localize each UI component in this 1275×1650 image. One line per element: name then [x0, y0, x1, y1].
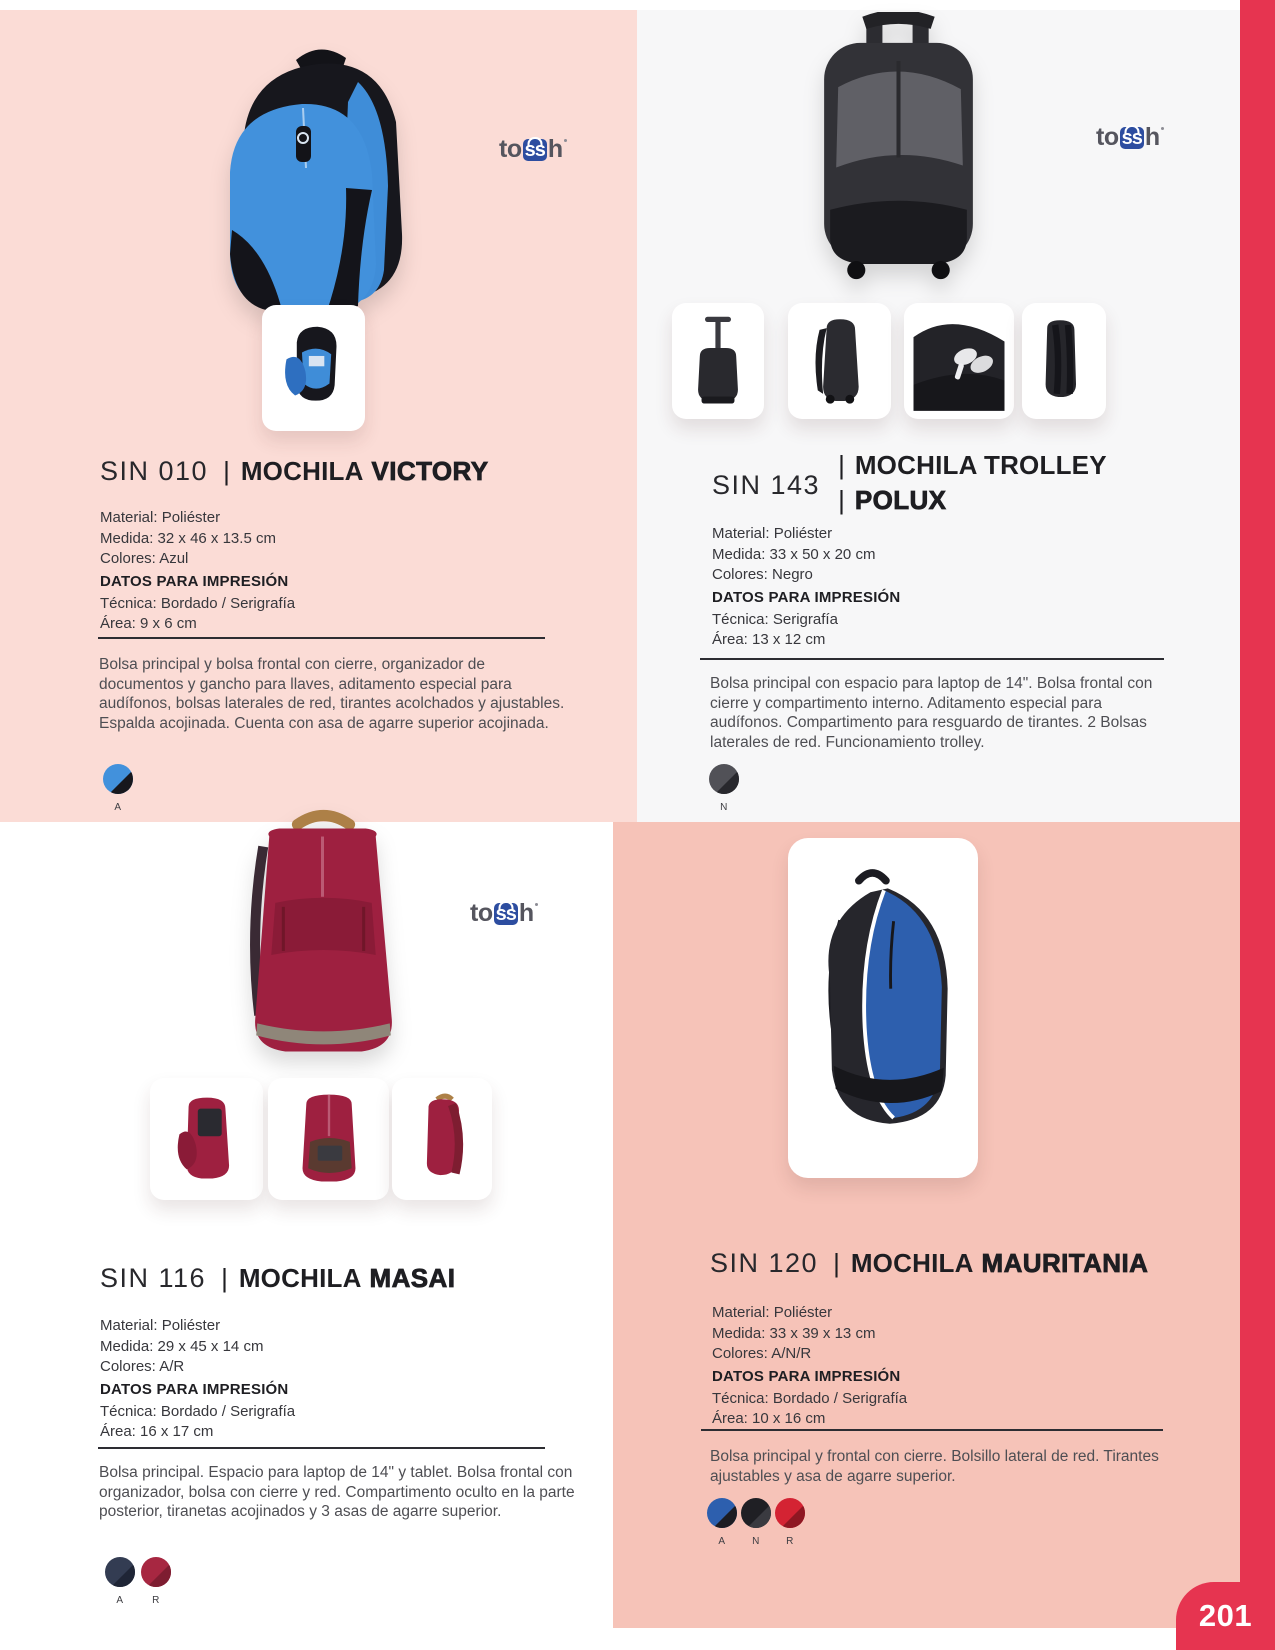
print-data-header: DATOS PARA IMPRESIÓN — [100, 572, 289, 590]
swatch-dot — [103, 764, 133, 794]
swatch-accent — [747, 1504, 771, 1528]
swatch-accent — [109, 770, 133, 794]
spec-tecnica: Técnica: Bordado / Serigrafía — [100, 1402, 296, 1420]
product-heading-masai — [100, 1263, 455, 1294]
thumbnail-photo-masai-pocket — [281, 1087, 377, 1191]
logo-text: h — [547, 135, 563, 163]
thumbnail-photo-earbuds-detail — [909, 309, 1009, 413]
swatch-accent — [111, 1563, 135, 1587]
swatch-letter: A — [114, 802, 122, 813]
spec-colores: Colores: Azul — [100, 550, 189, 567]
product-photo-mauritania — [801, 858, 965, 1158]
print-data-header: DATOS PARA IMPRESIÓN — [100, 1380, 289, 1398]
color-swatch — [773, 1498, 807, 1547]
spec-tecnica: Técnica: Bordado / Serigrafía — [100, 594, 296, 612]
thumbnail-photo-trolley-handle — [679, 311, 757, 411]
spec-colores: Colores: A/R — [100, 1358, 185, 1375]
product-description: Bolsa principal y frontal con cierre. Bolsillo lateral de red. Tirantes ajustables y asa de agarre superior. — [710, 1448, 1159, 1485]
pipe-separator: | — [223, 456, 230, 486]
thumbnail-card — [1022, 303, 1106, 419]
product-specs — [712, 1303, 907, 1430]
product-name: MOCHILA — [238, 1263, 362, 1293]
product-code: SIN 010 — [100, 456, 209, 486]
print-data-header: DATOS PARA IMPRESIÓN — [712, 588, 901, 606]
thumbnail-photo-trolley-straps — [1028, 311, 1100, 411]
spec-medida: Medida: 32 x 46 x 13.5 cm — [100, 529, 276, 547]
logo-text: h — [518, 899, 534, 927]
thumbnail-card — [262, 305, 365, 431]
product-heading-victory — [100, 456, 488, 487]
logo-text: to — [499, 135, 522, 163]
thumbnail-card — [788, 303, 891, 419]
product-name-lines — [838, 450, 1107, 520]
swatch-dot — [105, 1557, 135, 1587]
thumbnail-photo-masai-side — [400, 1087, 484, 1191]
product-name-bold: MAURITANIA — [981, 1248, 1149, 1278]
swatch-dot — [741, 1498, 771, 1528]
spec-area: Área: 13 x 12 cm — [712, 631, 826, 648]
spec-medida: Medida: 33 x 50 x 20 cm — [712, 545, 876, 563]
swatch-dot — [709, 764, 739, 794]
swatch-letter: R — [152, 1595, 160, 1606]
swatch-dot — [775, 1498, 805, 1528]
color-swatch — [707, 764, 741, 813]
trademark-dot-icon — [535, 903, 538, 906]
spec-material: Material: Poliéster — [712, 1304, 833, 1321]
thumbnail-card — [150, 1078, 263, 1200]
spec-colores: Colores: Negro — [712, 566, 813, 583]
pipe-separator: | — [221, 1263, 228, 1293]
spec-tecnica: Técnica: Serigrafía — [712, 610, 838, 628]
swatch-dot — [141, 1557, 171, 1587]
swatch-letter: A — [116, 1595, 124, 1606]
thumbnail-photo-trolley-back — [800, 311, 880, 411]
swatch-accent — [715, 770, 739, 794]
spec-medida: Medida: 33 x 39 x 13 cm — [712, 1324, 876, 1342]
product-photo-masai — [205, 805, 441, 1089]
spec-area: Área: 10 x 16 cm — [712, 1410, 826, 1427]
spec-tecnica: Técnica: Bordado / Serigrafía — [712, 1389, 908, 1407]
logo-badge-text: ss — [524, 139, 545, 161]
swatch-dot — [707, 1498, 737, 1528]
thumbnail-card — [392, 1078, 492, 1200]
logo-text: h — [1144, 123, 1160, 151]
thumbnail-card — [268, 1078, 389, 1200]
spec-material: Material: Poliéster — [100, 509, 221, 526]
swatch-accent — [147, 1563, 171, 1587]
product-photo-trolley-polux — [800, 12, 996, 300]
logo-badge-text: ss — [495, 903, 516, 925]
color-swatch — [739, 1498, 773, 1547]
spec-colores: Colores: A/N/R — [712, 1345, 812, 1362]
color-swatch — [103, 1557, 137, 1606]
color-swatch — [139, 1557, 173, 1606]
logo-badge — [1120, 127, 1144, 149]
tossh-logo — [499, 136, 567, 162]
product-specs — [712, 524, 900, 651]
thumbnail-photo-masai-open — [161, 1087, 253, 1191]
spec-material: Material: Poliéster — [100, 1317, 221, 1334]
pipe-separator: | — [833, 1248, 840, 1278]
thumbnail-photo-victory-open — [271, 315, 357, 421]
spec-area: Área: 16 x 17 cm — [100, 1423, 214, 1440]
product-specs — [100, 508, 295, 635]
product-heading-mauritania — [710, 1248, 1148, 1279]
product-name: MOCHILA TROLLEY — [854, 450, 1107, 480]
product-name: MOCHILA — [850, 1248, 974, 1278]
tossh-logo — [1096, 124, 1164, 150]
logo-badge — [523, 139, 547, 161]
color-swatch — [101, 764, 135, 813]
color-swatch — [705, 1498, 739, 1547]
accent-side-bar — [1240, 0, 1275, 1650]
page-number-badge — [1176, 1582, 1275, 1650]
swatch-letter: N — [720, 802, 728, 813]
divider — [701, 1429, 1163, 1431]
product-code: SIN 120 — [710, 1248, 819, 1278]
tossh-logo — [470, 900, 538, 926]
trademark-dot-icon — [564, 139, 567, 142]
swatch-letter: R — [786, 1536, 794, 1547]
swatch-letter: A — [718, 1536, 726, 1547]
pipe-separator: | — [838, 485, 845, 515]
divider — [700, 658, 1164, 660]
logo-text: to — [470, 899, 493, 927]
product-code: SIN 143 — [712, 469, 821, 500]
divider — [98, 637, 545, 639]
product-description: Bolsa principal con espacio para laptop de 14". Bolsa frontal con cierre y compartimento interno. Aditamento especial para audífonos. Compartimento para resguardo de tirantes. 2 Bolsas laterales de red. Funcionamiento trolley. — [710, 675, 1153, 751]
trademark-dot-icon — [1161, 127, 1164, 130]
logo-badge-text: ss — [1121, 127, 1142, 149]
product-name-bold: VICTORY — [371, 456, 489, 486]
spec-material: Material: Poliéster — [712, 525, 833, 542]
product-heading-trolley-polux — [712, 450, 1107, 520]
logo-badge — [494, 903, 518, 925]
thumbnail-card — [904, 303, 1014, 419]
pipe-separator: | — [838, 450, 845, 480]
swatch-letter: N — [752, 1536, 760, 1547]
spec-medida: Medida: 29 x 45 x 14 cm — [100, 1337, 264, 1355]
divider — [98, 1447, 545, 1449]
product-specs — [100, 1316, 295, 1443]
spec-area: Área: 9 x 6 cm — [100, 615, 197, 632]
product-description: Bolsa principal y bolsa frontal con cierre, organizador de documentos y gancho para llaves, aditamento especial para audífonos, bolsas laterales de red, tirantes acolchados y ajustables. Espalda acojinada. Cuenta con asa de agarre superior acojinada. — [99, 656, 565, 732]
product-name-bold: MASAI — [369, 1263, 456, 1293]
product-photo-victory — [200, 36, 440, 340]
product-name: MOCHILA — [240, 456, 364, 486]
print-data-header: DATOS PARA IMPRESIÓN — [712, 1367, 901, 1385]
thumbnail-card — [672, 303, 764, 419]
product-description: Bolsa principal. Espacio para laptop de 14" y tablet. Bolsa frontal con organizador, bolsa con cierre y red. Compartimento oculto en la parte posterior, tiranetas acojinados y 3 asas de agarre superior. — [99, 1464, 575, 1520]
product-photo-card — [788, 838, 978, 1178]
page-number: 201 — [1198, 1598, 1253, 1633]
logo-text: to — [1096, 123, 1119, 151]
product-code: SIN 116 — [100, 1263, 207, 1293]
swatch-accent — [713, 1504, 737, 1528]
swatch-accent — [781, 1504, 805, 1528]
product-name-bold: POLUX — [854, 485, 947, 515]
